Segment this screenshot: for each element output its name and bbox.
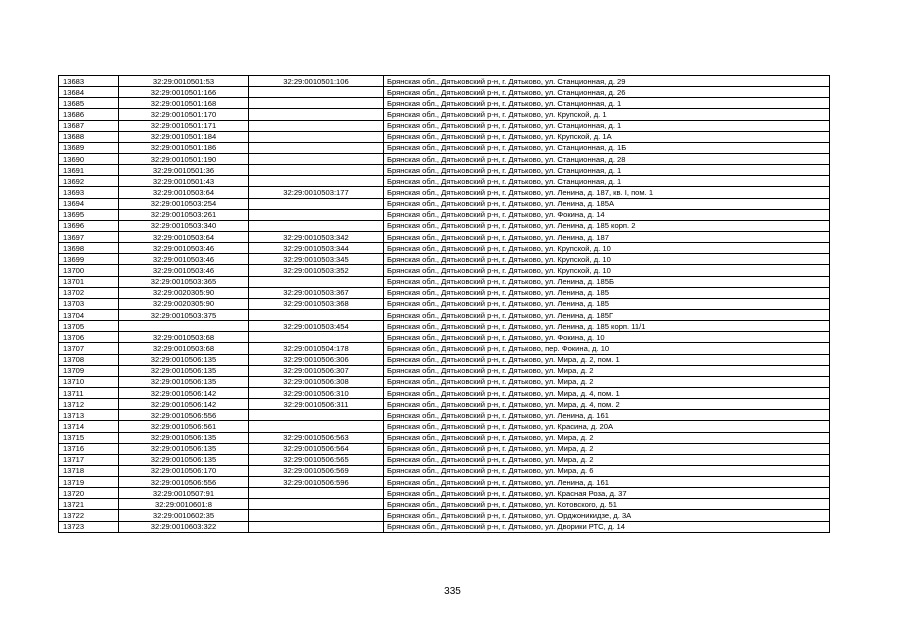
row-number-cell: 13703 [59,298,119,309]
table-row [59,165,830,176]
parcel-number-cell: 32:29:0010501:190 [119,153,249,164]
parcel-number-cell: 32:29:0010601:8 [119,499,249,510]
object-number-cell [249,499,384,510]
address-cell: Брянская обл., Дятьковский р-н, г. Дятьково, ул. Красина, д. 20А [384,421,830,432]
table-row [59,254,830,265]
object-number-cell: 32:29:0010503:352 [249,265,384,276]
row-number-cell: 13717 [59,454,119,465]
parcel-number-cell: 32:29:0010506:556 [119,477,249,488]
table-row [59,332,830,343]
address-cell: Брянская обл., Дятьковский р-н, г. Дятьково, ул. Мира, д. 2 [384,365,830,376]
parcel-number-cell: 32:29:0010506:170 [119,465,249,476]
parcel-number-cell: 32:29:0010501:170 [119,109,249,120]
address-cell: Брянская обл., Дятьковский р-н, г. Дятьково, ул. Станционная, д. 26 [384,87,830,98]
object-number-cell: 32:29:0010503:344 [249,243,384,254]
row-number-cell: 13686 [59,109,119,120]
table-row [59,287,830,298]
parcel-number-cell: 32:29:0020305:90 [119,298,249,309]
table-row [59,488,830,499]
object-number-cell [249,421,384,432]
table-row [59,421,830,432]
row-number-cell: 13687 [59,120,119,131]
row-number-cell: 13694 [59,198,119,209]
parcel-number-cell: 32:29:0010501:36 [119,165,249,176]
table-row [59,131,830,142]
address-cell: Брянская обл., Дятьковский р-н, г. Дятьково, ул. Ленина, д. 185А [384,198,830,209]
object-number-cell: 32:29:0010506:307 [249,365,384,376]
table-row [59,243,830,254]
address-cell: Брянская обл., Дятьковский р-н, г. Дятьково, ул. Красная Роза, д. 37 [384,488,830,499]
row-number-cell: 13690 [59,153,119,164]
address-cell: Брянская обл., Дятьковский р-н, г. Дятьково, ул. Мира, д. 4, пом. 1 [384,387,830,398]
table-row [59,231,830,242]
table-row [59,153,830,164]
parcel-number-cell: 32:29:0010503:46 [119,254,249,265]
row-number-cell: 13709 [59,365,119,376]
table-row [59,309,830,320]
row-number-cell: 13699 [59,254,119,265]
row-number-cell: 13711 [59,387,119,398]
address-cell: Брянская обл., Дятьковский р-н, г. Дятьково, ул. Фокина, д. 14 [384,209,830,220]
table-row [59,87,830,98]
address-cell: Брянская обл., Дятьковский р-н, г. Дятьково, ул. Ленина, д. 187, кв. I, пом. 1 [384,187,830,198]
address-cell: Брянская обл., Дятьковский р-н, г. Дятьково, ул. Ленина, д. 161 [384,410,830,421]
parcel-number-cell: 32:29:0010503:365 [119,276,249,287]
parcel-number-cell: 32:29:0010506:556 [119,410,249,421]
table-row [59,198,830,209]
parcel-number-cell: 32:29:0010501:53 [119,76,249,87]
row-number-cell: 13713 [59,410,119,421]
page-number: 335 [444,586,461,597]
table-row [59,465,830,476]
object-number-cell [249,176,384,187]
object-number-cell: 32:29:0010506:306 [249,354,384,365]
address-cell: Брянская обл., Дятьковский р-н, г. Дятьково, ул. Станционная, д. 1 [384,165,830,176]
table-body [59,76,830,533]
address-cell: Брянская обл., Дятьковский р-н, г. Дятьково, ул. Орджоникидзе, д. 3А [384,510,830,521]
table-row [59,176,830,187]
address-cell: Брянская обл., Дятьковский р-н, г. Дятьково, ул. Ленина, д. 185 корп. 11/1 [384,321,830,332]
row-number-cell: 13701 [59,276,119,287]
row-number-cell: 13700 [59,265,119,276]
object-number-cell: 32:29:0010506:596 [249,477,384,488]
parcel-number-cell: 32:29:0010503:254 [119,198,249,209]
parcel-number-cell: 32:29:0010506:135 [119,432,249,443]
row-number-cell: 13705 [59,321,119,332]
parcel-number-cell: 32:29:0010501:184 [119,131,249,142]
object-number-cell: 32:29:0010503:368 [249,298,384,309]
parcel-number-cell: 32:29:0010503:46 [119,265,249,276]
row-number-cell: 13722 [59,510,119,521]
row-number-cell: 13707 [59,343,119,354]
address-cell: Брянская обл., Дятьковский р-н, г. Дятьково, ул. Станционная, д. 1 [384,120,830,131]
parcel-number-cell: 32:29:0010506:142 [119,399,249,410]
object-number-cell: 32:29:0010506:310 [249,387,384,398]
row-number-cell: 13715 [59,432,119,443]
row-number-cell: 13706 [59,332,119,343]
object-number-cell [249,276,384,287]
address-cell: Брянская обл., Дятьковский р-н, г. Дятьково, ул. Крупской, д. 1 [384,109,830,120]
row-number-cell: 13693 [59,187,119,198]
object-number-cell: 32:29:0010506:564 [249,443,384,454]
object-number-cell: 32:29:0010503:454 [249,321,384,332]
address-cell: Брянская обл., Дятьковский р-н, г. Дятьково, ул. Дворики РТС, д. 14 [384,521,830,532]
parcel-number-cell: 32:29:0010503:375 [119,309,249,320]
row-number-cell: 13702 [59,287,119,298]
table-row [59,120,830,131]
table-row [59,98,830,109]
object-number-cell [249,309,384,320]
table-row [59,187,830,198]
parcel-number-cell [119,321,249,332]
parcel-number-cell: 32:29:0010506:135 [119,354,249,365]
table-row [59,510,830,521]
row-number-cell: 13689 [59,142,119,153]
object-number-cell [249,98,384,109]
address-cell: Брянская обл., Дятьковский р-н, г. Дятьково, ул. Мира, д. 2 [384,443,830,454]
parcel-number-cell: 32:29:0010501:186 [119,142,249,153]
object-number-cell [249,153,384,164]
table-row [59,109,830,120]
address-cell: Брянская обл., Дятьковский р-н, г. Дятьково, ул. Станционная, д. 1Б [384,142,830,153]
table-row [59,499,830,510]
address-cell: Брянская обл., Дятьковский р-н, г. Дятьково, ул. Крупской, д. 10 [384,254,830,265]
address-cell: Брянская обл., Дятьковский р-н, г. Дятьково, ул. Ленина, д. 187 [384,231,830,242]
object-number-cell [249,198,384,209]
object-number-cell [249,209,384,220]
parcel-number-cell: 32:29:0010507:91 [119,488,249,499]
row-number-cell: 13719 [59,477,119,488]
address-cell: Брянская обл., Дятьковский р-н, г. Дятьково, ул. Станционная, д. 1 [384,98,830,109]
parcel-number-cell: 32:29:0020305:90 [119,287,249,298]
object-number-cell [249,220,384,231]
table-row [59,220,830,231]
row-number-cell: 13685 [59,98,119,109]
row-number-cell: 13696 [59,220,119,231]
row-number-cell: 13684 [59,87,119,98]
address-cell: Брянская обл., Дятьковский р-н, г. Дятьково, ул. Мира, д. 4, пом. 2 [384,399,830,410]
object-number-cell: 32:29:0010501:106 [249,76,384,87]
parcel-number-cell: 32:29:0010506:135 [119,376,249,387]
parcel-number-cell: 32:29:0010501:171 [119,120,249,131]
parcel-number-cell: 32:29:0010602:35 [119,510,249,521]
table-row [59,399,830,410]
address-cell: Брянская обл., Дятьковский р-н, г. Дятьково, ул. Ленина, д. 161 [384,477,830,488]
row-number-cell: 13692 [59,176,119,187]
address-cell: Брянская обл., Дятьковский р-н, г. Дятьково, ул. Котовского, д. 51 [384,499,830,510]
object-number-cell [249,131,384,142]
parcel-number-cell: 32:29:0010506:142 [119,387,249,398]
object-number-cell: 32:29:0010506:563 [249,432,384,443]
table-row [59,477,830,488]
parcel-number-cell: 32:29:0010503:261 [119,209,249,220]
row-number-cell: 13688 [59,131,119,142]
object-number-cell [249,488,384,499]
address-cell: Брянская обл., Дятьковский р-н, г. Дятьково, ул. Мира, д. 2, пом. 1 [384,354,830,365]
table-row [59,376,830,387]
row-number-cell: 13712 [59,399,119,410]
parcel-number-cell: 32:29:0010603:322 [119,521,249,532]
object-number-cell [249,87,384,98]
object-number-cell [249,120,384,131]
row-number-cell: 13720 [59,488,119,499]
address-cell: Брянская обл., Дятьковский р-н, г. Дятьково, ул. Фокина, д. 10 [384,332,830,343]
table-row [59,354,830,365]
parcel-number-cell: 32:29:0010501:168 [119,98,249,109]
table-row [59,410,830,421]
address-cell: Брянская обл., Дятьковский р-н, г. Дятьково, пер. Фокина, д. 10 [384,343,830,354]
row-number-cell: 13718 [59,465,119,476]
table-row [59,432,830,443]
parcel-number-cell: 32:29:0010503:64 [119,231,249,242]
row-number-cell: 13697 [59,231,119,242]
address-cell: Брянская обл., Дятьковский р-н, г. Дятьково, ул. Ленина, д. 185 [384,298,830,309]
row-number-cell: 13698 [59,243,119,254]
object-number-cell [249,510,384,521]
row-number-cell: 13704 [59,309,119,320]
table-row [59,209,830,220]
table-row [59,265,830,276]
address-cell: Брянская обл., Дятьковский р-н, г. Дятьково, ул. Станционная, д. 1 [384,176,830,187]
object-number-cell: 32:29:0010506:308 [249,376,384,387]
parcel-number-cell: 32:29:0010501:166 [119,87,249,98]
address-cell: Брянская обл., Дятьковский р-н, г. Дятьково, ул. Ленина, д. 185Г [384,309,830,320]
row-number-cell: 13691 [59,165,119,176]
address-cell: Брянская обл., Дятьковский р-н, г. Дятьково, ул. Крупской, д. 10 [384,265,830,276]
table-row [59,298,830,309]
table-row [59,521,830,532]
row-number-cell: 13714 [59,421,119,432]
parcel-number-cell: 32:29:0010501:43 [119,176,249,187]
address-cell: Брянская обл., Дятьковский р-н, г. Дятьково, ул. Ленина, д. 185 [384,287,830,298]
cadastral-table [58,75,830,533]
parcel-number-cell: 32:29:0010503:68 [119,332,249,343]
object-number-cell [249,521,384,532]
object-number-cell: 32:29:0010504:178 [249,343,384,354]
address-cell: Брянская обл., Дятьковский р-н, г. Дятьково, ул. Станционная, д. 29 [384,76,830,87]
parcel-number-cell: 32:29:0010506:561 [119,421,249,432]
parcel-number-cell: 32:29:0010503:68 [119,343,249,354]
object-number-cell [249,142,384,153]
table-row [59,321,830,332]
object-number-cell: 32:29:0010503:345 [249,254,384,265]
table-row [59,443,830,454]
address-cell: Брянская обл., Дятьковский р-н, г. Дятьково, ул. Мира, д. 6 [384,465,830,476]
table-row [59,343,830,354]
table-row [59,76,830,87]
table-row [59,142,830,153]
address-cell: Брянская обл., Дятьковский р-н, г. Дятьково, ул. Крупской, д. 1А [384,131,830,142]
address-cell: Брянская обл., Дятьковский р-н, г. Дятьково, ул. Ленина, д. 185Б [384,276,830,287]
address-cell: Брянская обл., Дятьковский р-н, г. Дятьково, ул. Станционная, д. 28 [384,153,830,164]
object-number-cell: 32:29:0010506:311 [249,399,384,410]
object-number-cell: 32:29:0010503:367 [249,287,384,298]
table-row [59,276,830,287]
object-number-cell [249,165,384,176]
row-number-cell: 13723 [59,521,119,532]
row-number-cell: 13683 [59,76,119,87]
address-cell: Брянская обл., Дятьковский р-н, г. Дятьково, ул. Мира, д. 2 [384,432,830,443]
address-cell: Брянская обл., Дятьковский р-н, г. Дятьково, ул. Крупской, д. 10 [384,243,830,254]
parcel-number-cell: 32:29:0010506:135 [119,365,249,376]
row-number-cell: 13721 [59,499,119,510]
parcel-number-cell: 32:29:0010503:46 [119,243,249,254]
object-number-cell: 32:29:0010503:177 [249,187,384,198]
object-number-cell [249,332,384,343]
object-number-cell [249,109,384,120]
row-number-cell: 13708 [59,354,119,365]
object-number-cell [249,410,384,421]
parcel-number-cell: 32:29:0010503:340 [119,220,249,231]
table-row [59,387,830,398]
object-number-cell: 32:29:0010506:565 [249,454,384,465]
object-number-cell: 32:29:0010503:342 [249,231,384,242]
address-cell: Брянская обл., Дятьковский р-н, г. Дятьково, ул. Мира, д. 2 [384,454,830,465]
row-number-cell: 13710 [59,376,119,387]
row-number-cell: 13695 [59,209,119,220]
object-number-cell: 32:29:0010506:569 [249,465,384,476]
table-row [59,365,830,376]
parcel-number-cell: 32:29:0010506:135 [119,454,249,465]
address-cell: Брянская обл., Дятьковский р-н, г. Дятьково, ул. Мира, д. 2 [384,376,830,387]
table-row [59,454,830,465]
parcel-number-cell: 32:29:0010506:135 [119,443,249,454]
parcel-number-cell: 32:29:0010503:64 [119,187,249,198]
address-cell: Брянская обл., Дятьковский р-н, г. Дятьково, ул. Ленина, д. 185 корп. 2 [384,220,830,231]
row-number-cell: 13716 [59,443,119,454]
